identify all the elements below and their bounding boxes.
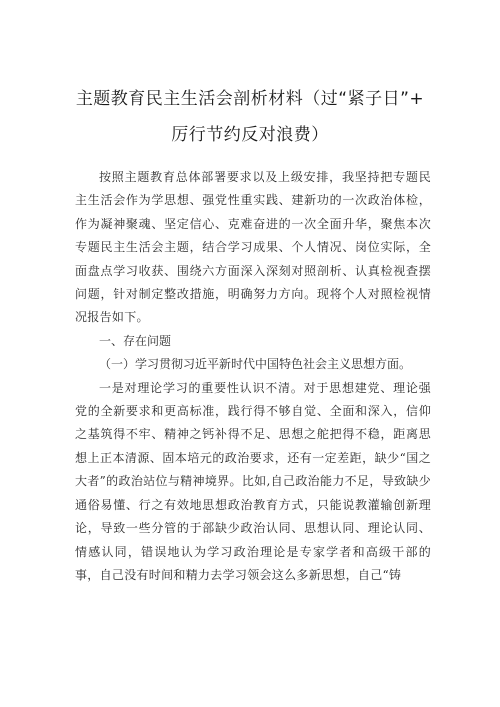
document-title-line-2: 厉行节约反对浪费） [171,125,329,145]
document-body [75,166,431,587]
body-paragraph: 一是对理论学习的重要性认识不清。对于思想建党、理论强党的全新要求和更高标准，践行得不够自觉、全面和深入，信仰之基筑得不牢、精神之钙补得不足、思想之舵把得不稳，距离思想上正本清源、固本培元的政治要求，还有一定差距，缺少“国之大者”的政治站位与精神境界。比如,自己政治能力不足，导致缺少通俗易懂、行之有效地思想政治教育方式，只能说教灌输创新理论，导致一些分管的于部缺少政治认同、思想认同、理论认同、情感认同，错误地认为学习政治理论是专家学者和高级干部的事，自己没有时间和精力去学习领会这么多新思想，自己“铸 [75,380,431,582]
document-title-line-1: 主题教育民主生活会剖析材料（过“紧子日”+ [75,89,425,109]
intro-paragraph: 按照主题教育总体部署要求以及上级安排，我坚持把专题民主生活会作为学思想、强党性重实践、建新功的一次政治体检，作为凝神聚魂、坚定信心、克难奋进的一次全面升华，聚焦本次专题民主生活会主题，结合学习成果、个人情况、岗位实际，全面盘点学习收获、围绕六方面深入深刻对照剖析、认真检视查摆问题，针对制定整改措施，明确努力方向。现将个人对照检视情况报告如下。 [75,170,431,325]
section-heading: 一、存在问题 [99,333,172,348]
subsection-heading: （一）学习贯彻习近平新时代中国特色社会主义思想方面。 [99,357,412,372]
